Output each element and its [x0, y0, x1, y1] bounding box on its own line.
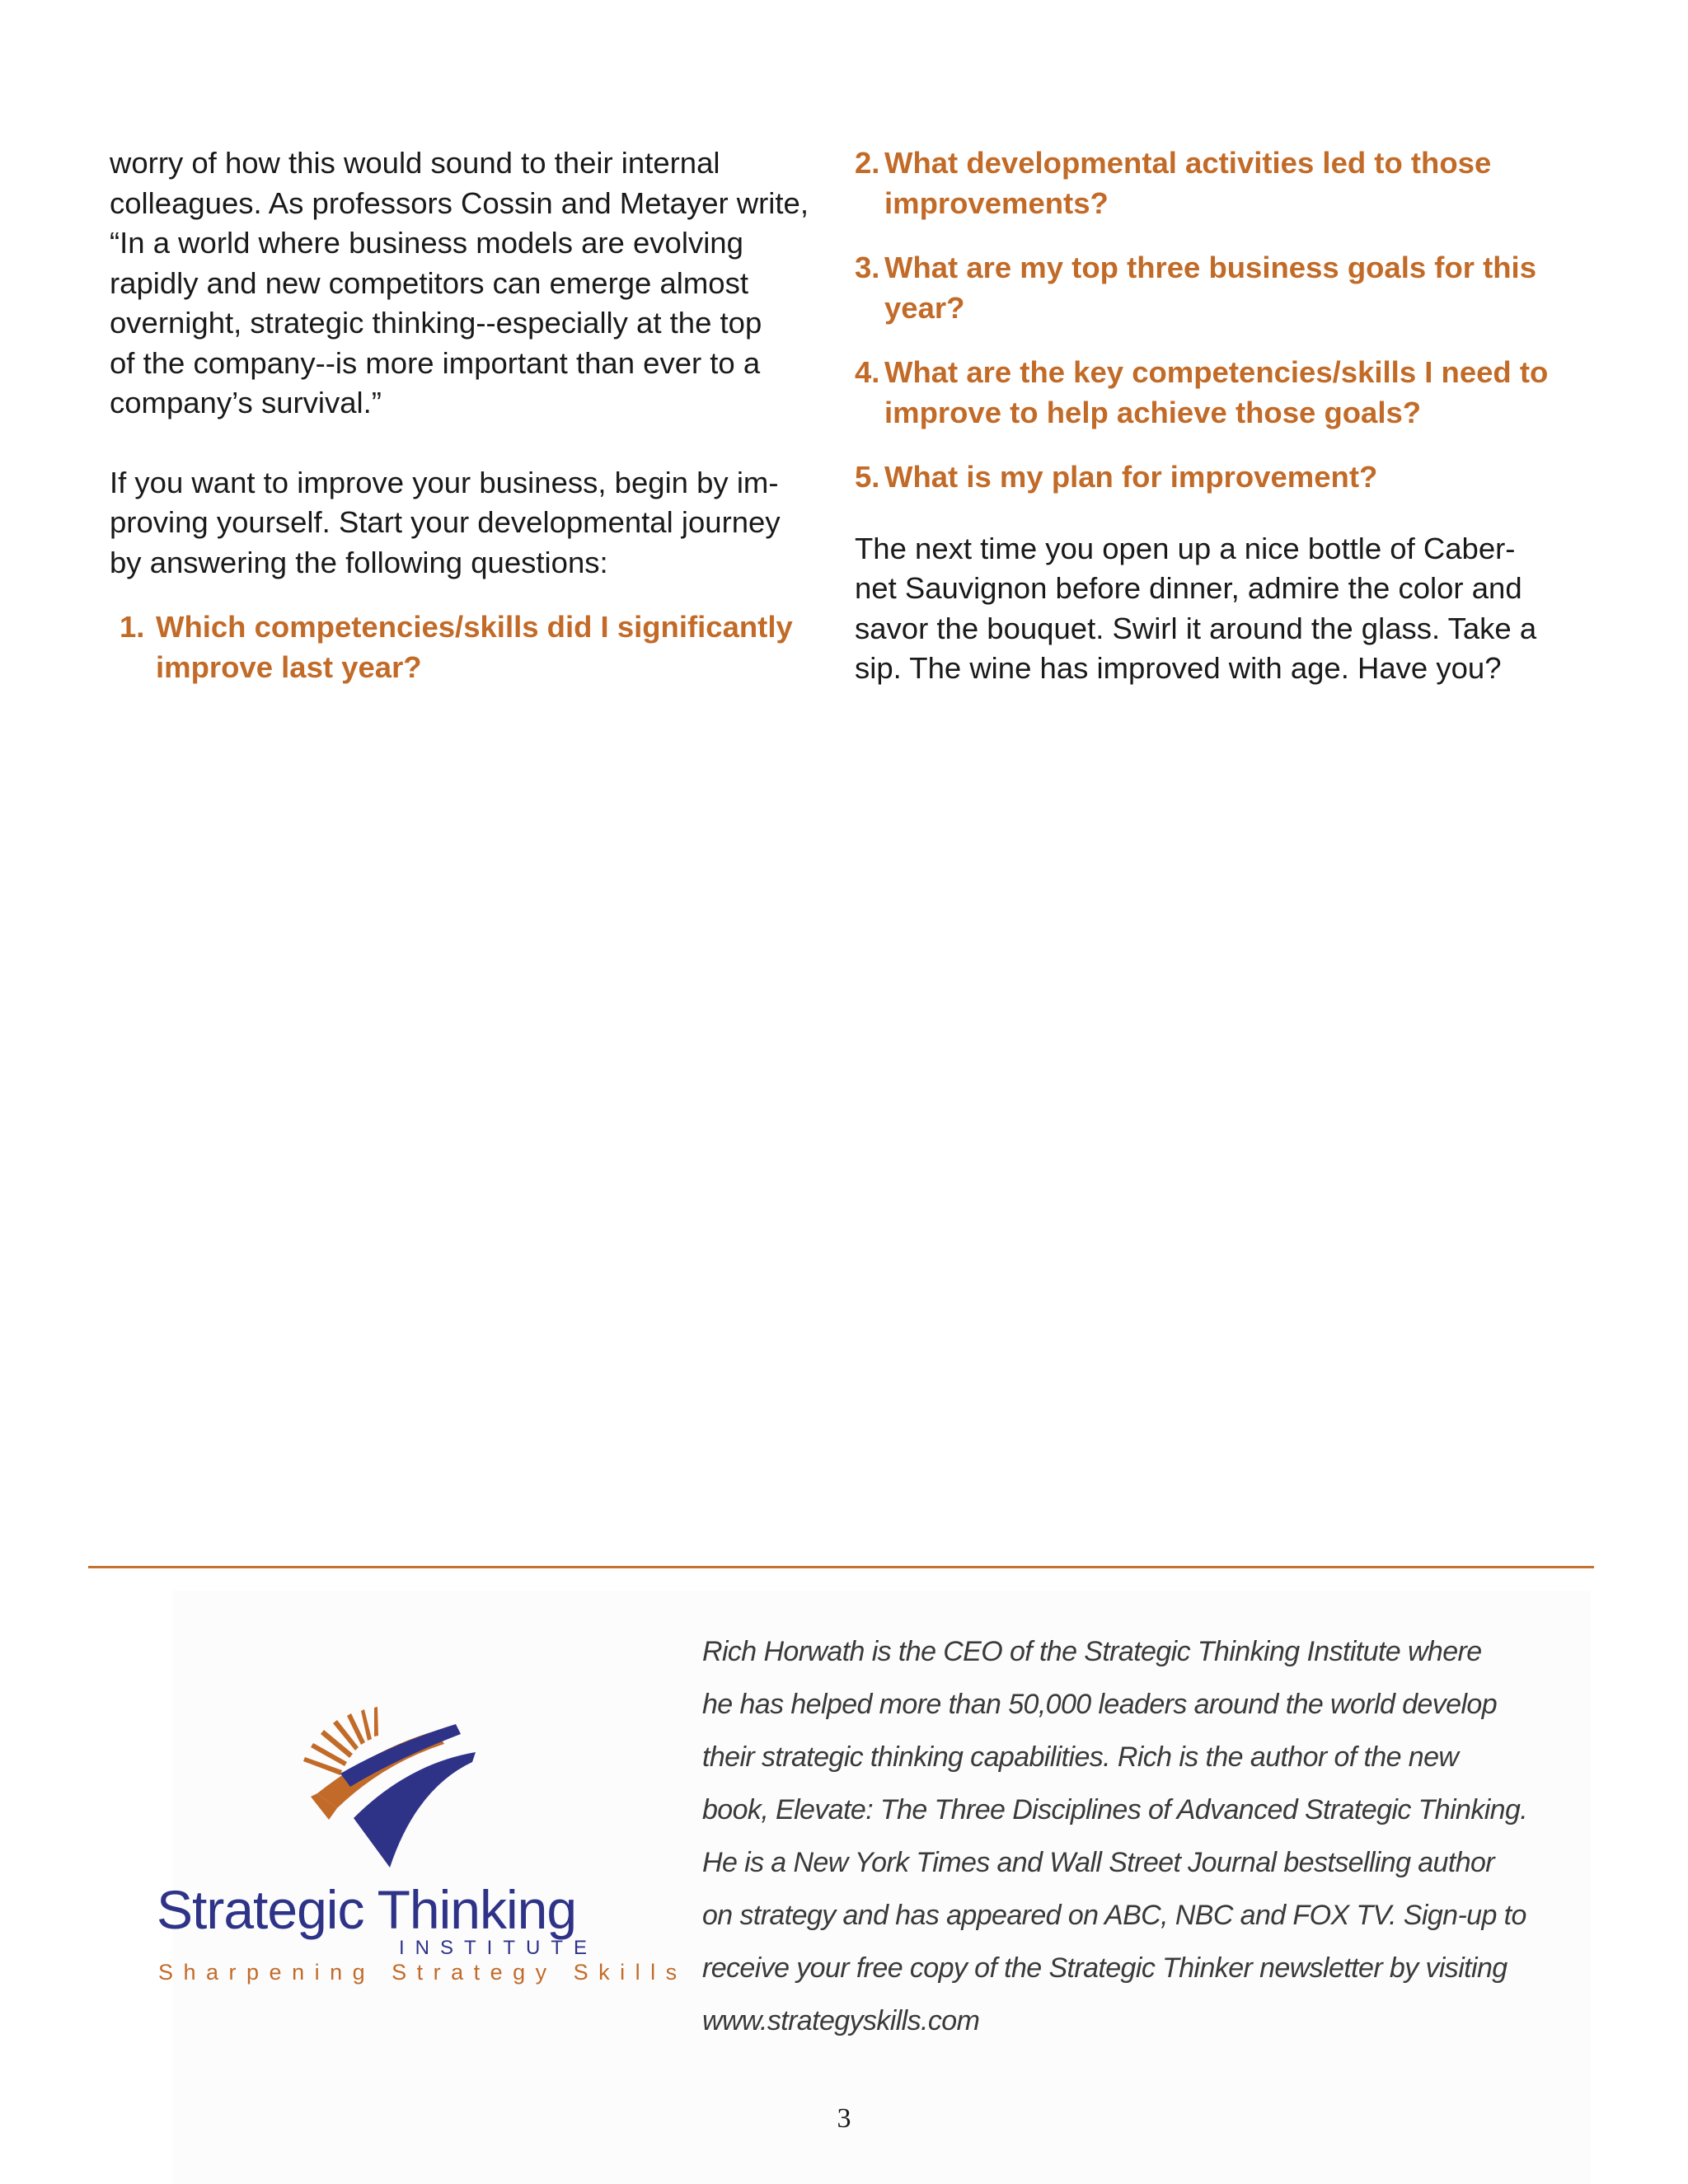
left-column — [110, 143, 820, 687]
question-item: 3. What are my top three business goals for this year? — [855, 248, 1572, 328]
website-link[interactable]: www.strategyskills.com — [702, 2005, 980, 2036]
question-number: 5. — [855, 460, 880, 494]
question-number: 1. — [120, 610, 145, 644]
intro-paragraph: worry of how this would sound to their internal colleagues. As professors Cossin and Metayer write, “In a world where business models are evolving rapidly and new competitors can emerge almost overnight, strategic thinking--especially at the top of the company--is more important than ever to a company’s survival.” — [110, 146, 809, 419]
second-paragraph: If you want to improve your business, begin by im- proving yourself. Start your developmental journey by answering the following questions: — [110, 465, 781, 579]
closing-paragraph: The next time you open up a nice bottle of Caber- net Sauvignon before dinner, admire the color and savor the bouquet. Swirl it around the glass. Take a sip. The wine has improved with age. Have you? — [855, 531, 1537, 685]
diamond-sunburst-icon — [268, 1673, 482, 1879]
question-list-left — [110, 607, 820, 687]
section-divider — [88, 1566, 1594, 1568]
page-number: 3 — [837, 2103, 851, 2134]
author-bio: Rich Horwath is the CEO of the Strategic Thinking Institute where he has helped more than 50,000 leaders around the world develop their strategic thinking capabilities. Rich is the author of the new book, Elevate: The Three Disciplines of Advanced Strategic Thinking. He is a New York Times and Wall Street Journal bestselling author on strategy and has appeared on ABC, NBC and FOX TV. Sign-up to receive your free copy of the Strategic Thinker newsletter by visiting www.strategyskills.com — [702, 1625, 1551, 2047]
logo-name: Strategic Thinking — [157, 1879, 577, 1940]
question-item: 1. Which competencies/skills did I significantly improve last year? — [120, 607, 820, 687]
question-number: 4. — [855, 355, 880, 389]
logo-subtitle: INSTITUTE — [399, 1937, 598, 1959]
question-number: 2. — [855, 146, 880, 180]
logo-tagline: Sharpening Strategy Skills — [158, 1960, 687, 1985]
question-item: 2. What developmental activities led to those improvements? — [855, 143, 1572, 223]
strategic-thinking-institute-logo — [148, 1665, 687, 2011]
question-item: 4. What are the key competencies/skills I need to improve to help achieve those goals? — [855, 353, 1572, 433]
right-column — [855, 143, 1572, 689]
question-item: 5. What is my plan for improvement? — [855, 457, 1572, 498]
question-number: 3. — [855, 251, 880, 284]
question-list-right — [855, 143, 1572, 498]
